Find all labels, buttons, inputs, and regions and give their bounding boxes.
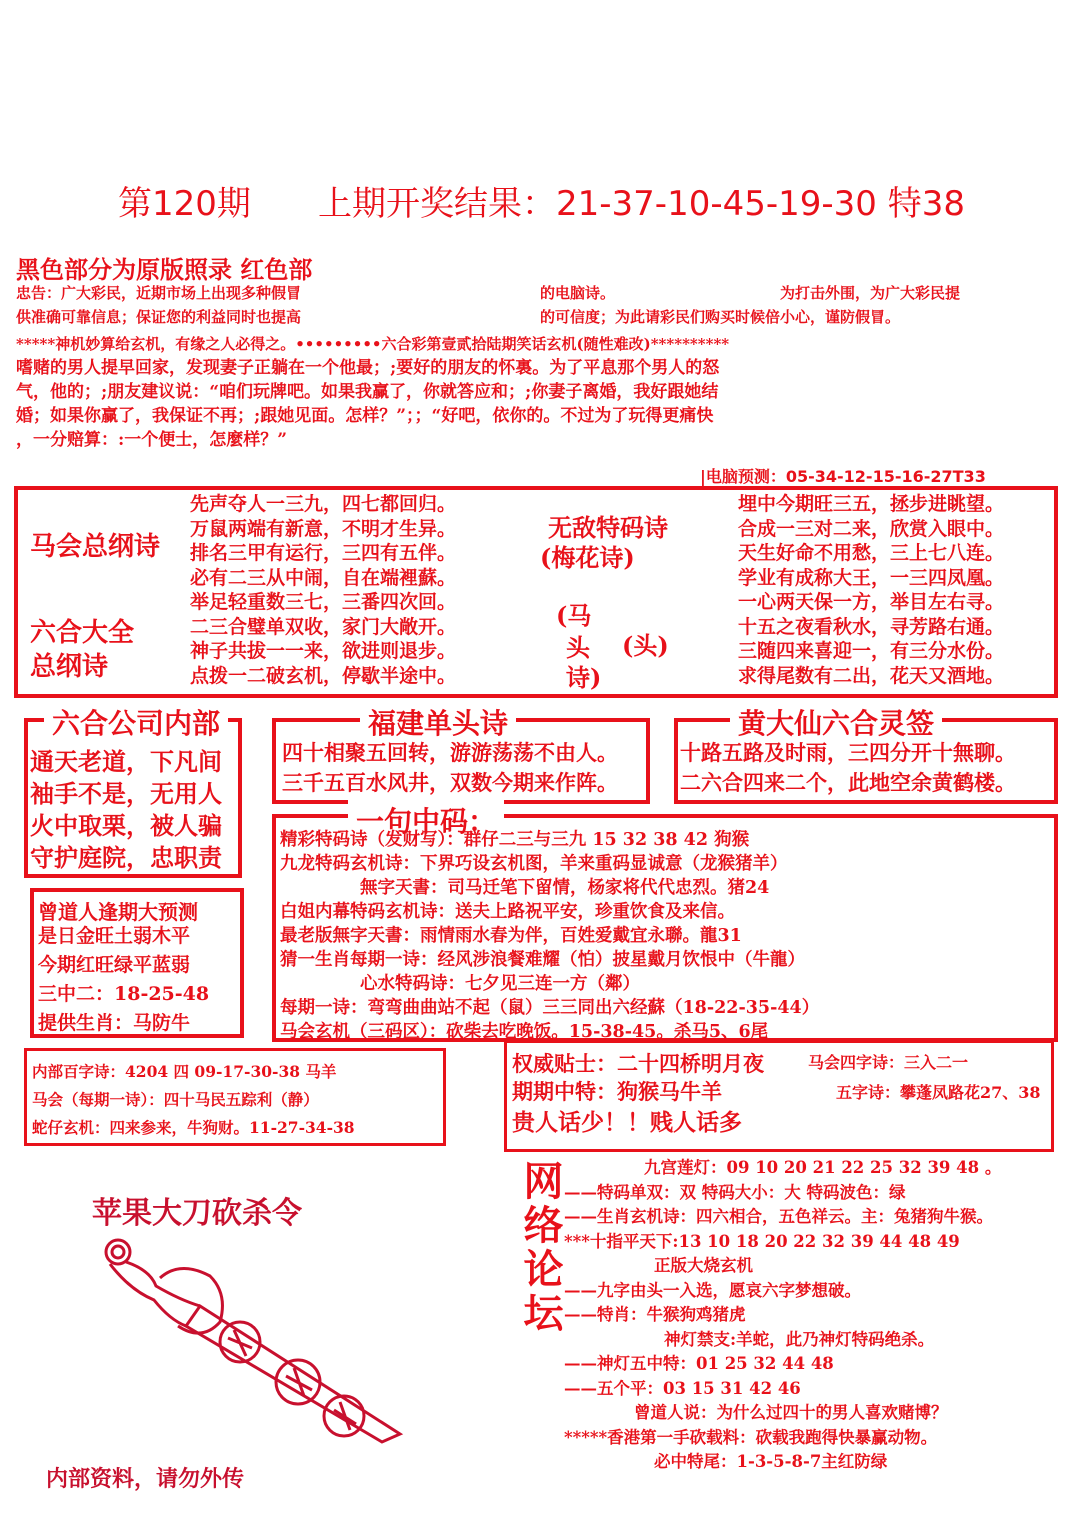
forum-vertical-title: 网络论坛 — [517, 1160, 564, 1336]
poem-line: 一心两天保一方，举目左右寻。 — [738, 591, 1005, 613]
phrase-line: 白姐内幕特码玄机诗：送夫上路祝平安，珍重饮食及来信。 — [280, 902, 735, 922]
apple-footer: 内部资料，请勿外传 — [46, 1467, 245, 1492]
mid-horse-c: (头) — [622, 631, 669, 660]
bottom-left-line: 蛇仔玄机：四来参来，牛狗财。11-27-34-38 — [32, 1118, 355, 1137]
forum-line: ——九字由头一入选，愿哀六字梦想破。 — [564, 1280, 861, 1300]
notice-title: 黑色部分为原版照录 红色部 — [16, 256, 313, 284]
forum-line: 正版大烧玄机 — [654, 1256, 753, 1275]
computer-prediction: |电脑预测：05-34-12-15-16-27T33 — [700, 467, 986, 486]
poem-line: 十五之夜看秋水，寻芳路右通。 — [738, 615, 1005, 638]
poem-line: 三随四来喜迎一，有三分水份。 — [738, 640, 1005, 662]
poem-line: 二三合璧单双收，家门大敞开。 — [190, 615, 457, 638]
forum-line: ——特肖：牛猴狗鸡猪虎 — [564, 1305, 746, 1324]
forum-line: ——特码单双：双 特码大小：大 特码波色：绿 — [564, 1182, 906, 1202]
wong-title: 黄大仙六合灵签 — [730, 702, 942, 742]
company-lines — [30, 746, 222, 874]
last-result — [318, 176, 965, 225]
notice-line: 忠告：广大彩民，近期市场上出现多种假冒 — [16, 284, 302, 302]
poem-line: 必有二三从中闹，自在端裡蘇。 — [190, 566, 457, 589]
poem-label-2a: 六合大全 — [30, 618, 135, 648]
poem-line: 点拨一二破玄机，停歇半途中。 — [190, 664, 457, 687]
poem-line: 埋中今期旺三五，拯步进眺望。 — [738, 493, 1005, 515]
phrase-line: 心水特码诗：七夕见三连一方（鄰） — [360, 974, 640, 994]
zeng-line: 三中二：18-25-48 — [38, 983, 210, 1005]
poem-label-1: 马会总纲诗 — [30, 532, 161, 562]
forum-line: ***十指平天下:13 10 18 20 22 32 39 44 48 49 — [564, 1231, 960, 1251]
poem-line: 求得尾数有二出，花天又酒地。 — [738, 664, 1005, 687]
wong-line: 十路五路及时雨，三四分开十無聊。 — [680, 740, 1016, 765]
notice-line: 的可信度；为此请彩民们购买时候倍小心，谨防假冒。 — [540, 308, 901, 326]
one-phrase-title: 一句中码： — [348, 800, 504, 840]
wong-lines — [680, 738, 1016, 798]
joke-line: *****神机妙算给玄机，有缘之人必得之。•••••••••六合彩第壹贰拾陆期笑话玄机(随性难改)********** — [16, 335, 730, 353]
bottom-left-lines — [32, 1058, 355, 1142]
joke-line: 气，他的；;朋友建议说：“咱们玩牌吧。如果我赢了，你就答应和；;你妻子离婚，我好跟她结 — [16, 382, 719, 402]
forum-line: *****香港第一手砍载料：砍载我跑得快暴赢动物。 — [564, 1427, 938, 1447]
mid-title-2: (梅花诗) — [540, 543, 635, 572]
result-label: 上期开奖结果： — [318, 184, 556, 224]
fujian-line: 四十相聚五回转，游游荡荡不由人。 — [282, 740, 618, 765]
poem-line: 合成一三对二来，欣赏入眼中。 — [738, 517, 1005, 540]
zeng-line: 提供生肖：马防牛 — [38, 1012, 191, 1034]
mid-horse-b: 头 — [566, 633, 590, 662]
phrase-line: 每期一诗：弯弯曲曲站不起（鼠）三三同出六经蘇（18-22-35-44） — [280, 998, 820, 1018]
authority-right-1: 马会四字诗：三入二一 — [808, 1053, 969, 1072]
company-title: 六合公司内部 — [44, 702, 228, 742]
fujian-title: 福建单头诗 — [360, 702, 516, 742]
bottom-left-line: 马会（每期一诗）：四十马民五踪利（静） — [32, 1090, 319, 1109]
apple-title: 苹果大刀砍杀令 — [92, 1196, 302, 1231]
company-line: 通天老道，下凡间 — [30, 747, 222, 776]
phrase-line: 無字天書：司马迁笔下留情，杨家将代代忠烈。猪24 — [360, 878, 770, 898]
issue-number: 第120期 — [118, 184, 251, 224]
company-line: 火中取栗，被人骗 — [30, 811, 222, 840]
forum-line: ——五个平：03 15 31 42 46 — [564, 1378, 801, 1398]
phrase-line: 最老版無字天書：雨情雨水春为伴，百姓爱戴宜永聯。龍31 — [280, 926, 742, 946]
poem-right-lines — [738, 492, 1004, 688]
forum-line: 神灯禁支:羊蛇，此乃神灯特码绝杀。 — [664, 1329, 935, 1349]
joke-line: 婚；如果你赢了，我保证不再；;跟她见面。怎样？”；；“好吧，依你的。不过为了玩得更痛快 — [16, 406, 714, 426]
joke-block — [16, 332, 729, 452]
fujian-lines — [282, 738, 618, 798]
notice-line: 为打击外围，为广大彩民提 — [780, 284, 961, 302]
mid-horse-d: 诗) — [566, 663, 602, 692]
mid-horse-a: (马 — [556, 601, 592, 630]
poem-line: 学业有成称大王，一三四凤凰。 — [738, 566, 1005, 589]
company-line: 袖手不是，无用人 — [30, 779, 222, 808]
fujian-line: 三千五百水风井，双数今期来作阵。 — [282, 770, 618, 795]
phrase-line: 猜一生肖每期一诗：经风涉浪餐难耀（怕）披星戴月饮恨中（牛龍） — [280, 950, 805, 970]
zeng-title: 曾道人逢期大预测 — [38, 900, 198, 924]
phrase-line: 精彩特码诗（发财写）：群仔二三与三九 15 32 38 42 狗猴 — [280, 830, 750, 850]
authority-line-2: 期期中特：狗猴马牛羊 — [512, 1079, 722, 1104]
poem-line: 神子共拔一一来，欲进则退步。 — [190, 640, 457, 662]
poem-label-2b: 总纲诗 — [30, 652, 109, 682]
forum-line: 九宫莲灯：09 10 20 21 22 25 32 39 48 。 — [644, 1158, 1002, 1177]
poem-line: 天生好命不用愁，三上七八连。 — [738, 542, 1005, 564]
forum-lines — [564, 1156, 1001, 1475]
sword-icon — [60, 1230, 420, 1460]
zeng-line: 今期红旺绿平蓝弱 — [38, 954, 191, 976]
poem-line: 先声夺人一三九，四七都回归。 — [190, 493, 457, 515]
poem-line: 万鼠两端有新意，不明才生异。 — [190, 517, 457, 540]
wong-line: 二六合四来二个，此地空余黄鹤楼。 — [680, 770, 1016, 795]
authority-line-1: 权威贴士：二十四桥明月夜 — [512, 1051, 764, 1076]
notice-line: 供准确可靠信息；保证您的利益同时也提高 — [16, 308, 302, 326]
poem-line: 举足轻重数三七，三番四次回。 — [190, 591, 457, 613]
authority-right-2: 五字诗：攀蓬凤路花27、38 — [836, 1083, 1041, 1102]
forum-line: ——神灯五中特：01 25 32 44 48 — [564, 1354, 834, 1373]
forum-line: 曾道人说：为什么过四十的男人喜欢赌博？ — [634, 1403, 948, 1422]
zeng-lines — [38, 922, 209, 1038]
phrase-line: 马会玄机（三码区）：砍柴去吃晚饭。15-38-45。杀马5、6尾 — [280, 1022, 769, 1042]
bottom-left-line: 内部百字诗：4204 四 09-17-30-38 马羊 — [32, 1062, 337, 1081]
notice-line: 的电脑诗。 — [540, 284, 616, 302]
poem-left-lines — [190, 492, 456, 688]
forum-line: ——生肖玄机诗：四六相合，五色祥云。主：兔猪狗牛猴。 — [564, 1207, 993, 1226]
joke-line: ，一分赔算：:一个便士，怎麼样？” — [16, 430, 288, 450]
zeng-line: 是日金旺土弱木平 — [38, 925, 191, 947]
phrase-line: 九龙特码玄机诗：下界巧设玄机图，羊来重码显诚意（龙猴猪羊） — [280, 854, 788, 874]
mid-title-1: 无敌特码诗 — [548, 513, 668, 542]
one-phrase-lines — [280, 828, 819, 1044]
authority-line-3: 贵人话少！！贱人话多 — [512, 1109, 742, 1136]
poem-line: 排名三甲有运行，三四有五伴。 — [190, 542, 457, 564]
forum-line: 必中特尾：1-3-5-8-7主红防绿 — [654, 1452, 888, 1471]
result-value: 21-37-10-45-19-30 特38 — [556, 184, 965, 224]
joke-line: 嗜赌的男人提早回家，发现妻子正躺在一个他最；;要好的朋友的怀裏。为了平息那个男人的怒 — [16, 358, 720, 378]
company-line: 守护庭院，忠职责 — [30, 843, 222, 872]
